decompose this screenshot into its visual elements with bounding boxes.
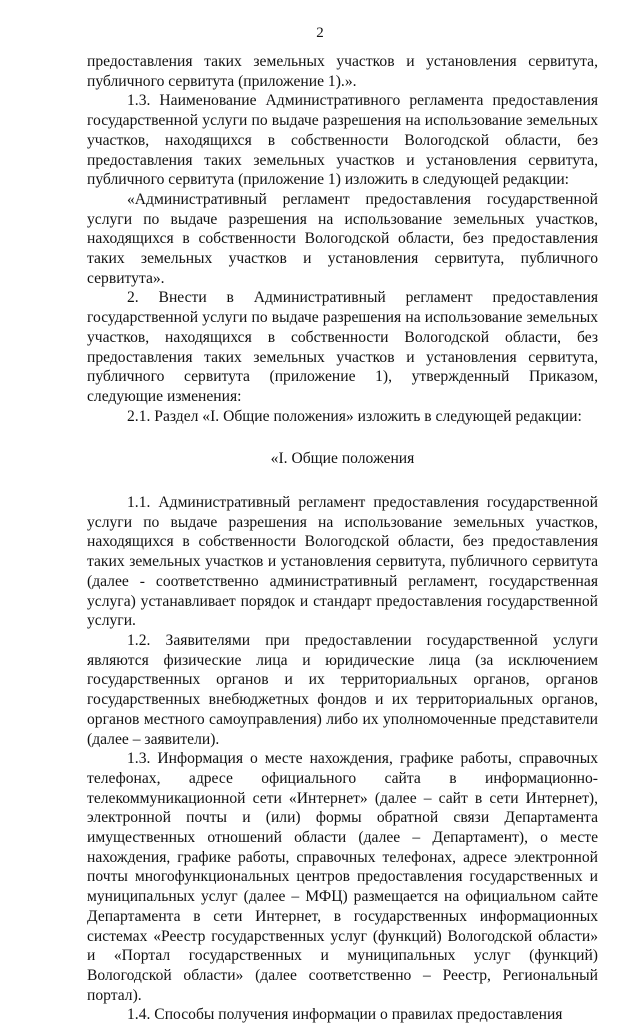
paragraph: «Административный регламент предоставления государственной услуги по выдаче разрешения на использование земельных участков, находящихся в собственности Вологодской области, без предоставления таких земельных участков и установления сервитута, публичного сервитута».: [87, 190, 598, 287]
paragraph: 1.3. Информация о месте нахождения, графике работы, справочных телефонах, адресе официального сайта в информационно-телекоммуникационной сети «Интернет» (далее – сайт в сети Интернет), электронной почты и (или) формы обратной связи Департамента имущественных отношений области (далее – Департамент), о месте нахождения, графике работы, справочных телефонах, адресе электронной почты многофункциональных центров предоставления государственных и муниципальных услуг (далее – МФЦ) размещается на официальном сайте Департамента в сети Интернет, в государственных информационных системах «Реестр государственных услуг (функций) Вологодской области» и «Портал государственных и муниципальных услуг (функций) Вологодской области» (далее соответственно – Реестр, Региональный портал).: [87, 750, 598, 1004]
page-number: 2: [316, 25, 324, 41]
paragraph: предоставления таких земельных участков и установления сервитута, публичного сервитута (приложение 1).».: [87, 53, 598, 90]
paragraph: 1.4. Способы получения информации о правилах предоставления: [127, 1006, 563, 1024]
paragraph: 1.2. Заявителями при предоставлении государственной услуги являются физические лица и юридические лица (за исключением государственных органов и их территориальных органов, органов государственных внебюджетных фондов и их территориальных органов, органов местного самоуправления) либо их уполномоченные представители (далее – заявители).: [87, 631, 598, 748]
paragraph: 1.1. Административный регламент предоставления государственной услуги по выдаче разрешения на использование земельных участков, находящихся в собственности Вологодской области, без предоставления таких земельных участков и установления сервитута, публичного сервитута (далее - соответственно административный регламент, государственная услуга) устанавливает порядок и стандарт предоставления государственной услуги.: [87, 494, 598, 630]
paragraph: 1.3. Наименование Административного регламента предоставления государственной услуги по выдаче разрешения на использование земельных участков, находящихся в собственности Вологодской области, без предоставления таких земельных участков и установления сервитута, публичного сервитута (приложение 1) изложить в следующей редакции:: [87, 92, 598, 189]
paragraph: 2.1. Раздел «I. Общие положения» изложить в следующей редакции:: [127, 407, 582, 425]
paragraphs-after-title: [87, 493, 598, 1025]
paragraphs-before-title: [87, 52, 598, 426]
paragraph: 2. Внести в Административный регламент предоставления государственной услуги по выдаче разрешения на использование земельных участков, находящихся в собственности Вологодской области, без предоставления таких земельных участков и установления сервитута, публичного сервитута (приложение 1), утвержденный Приказом, следующие изменения:: [87, 289, 598, 405]
section-title: «I. Общие положения: [270, 450, 415, 468]
document-body: [87, 52, 598, 1025]
